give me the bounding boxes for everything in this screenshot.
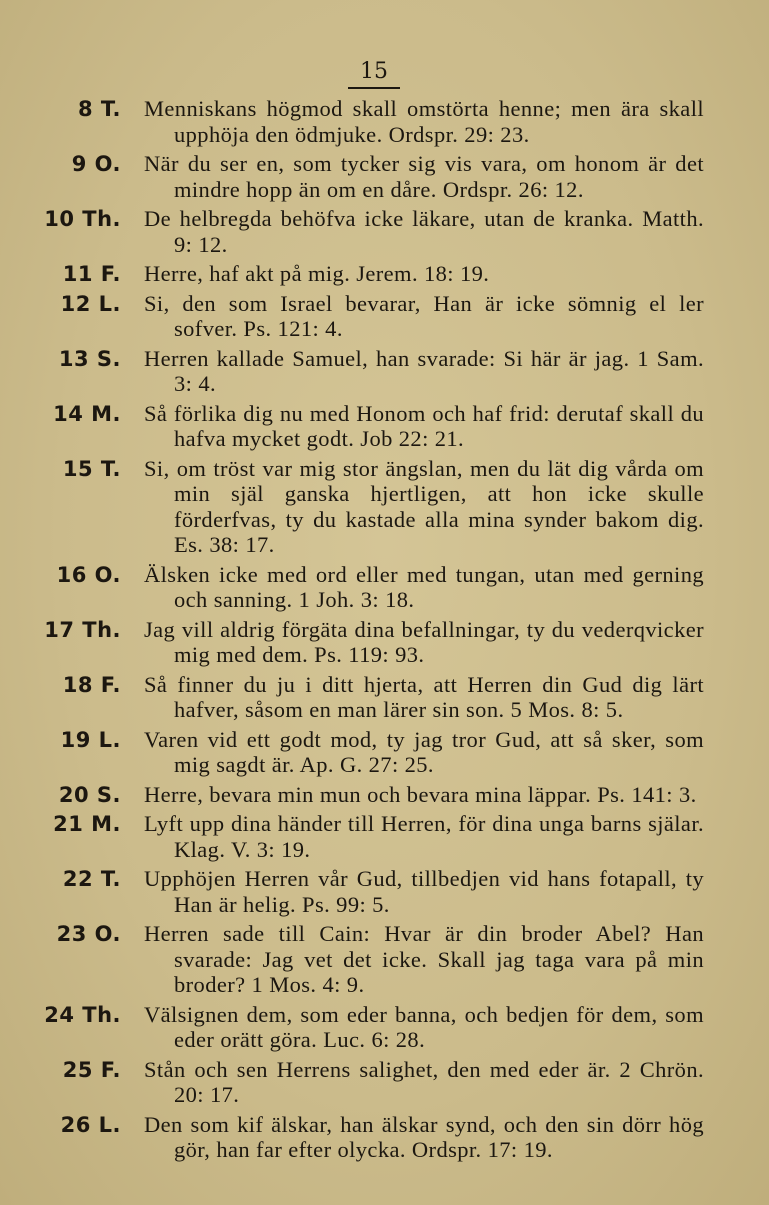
entry-verse: Jag vill aldrig förgäta dina befallningar, ty du vederqvicker mig med dem. Ps. 119: 93. <box>144 616 704 667</box>
list-item <box>0 206 769 257</box>
entry-date: 15 T. <box>62 456 121 481</box>
entry-date: 16 O. <box>56 562 121 587</box>
list-item <box>0 727 769 778</box>
list-item <box>0 782 769 808</box>
entry-verse: Herre, bevara min mun och bevara mina läppar. Ps. 141: 3. <box>144 781 697 807</box>
daily-verse-list <box>0 96 769 1167</box>
entry-verse: Menniskans högmod skall omstörta henne; men ära skall upphöja den ödmjuke. Ordspr. 29: 23. <box>144 96 704 147</box>
entry-verse: Så förlika dig nu med Honom och haf frid: derutaf skall du hafva mycket godt. Job 22: 21. <box>144 400 704 451</box>
list-item <box>0 1057 769 1108</box>
entry-date: 18 F. <box>62 672 121 697</box>
entry-date: 10 Th. <box>44 207 121 231</box>
entry-date: 11 F. <box>62 262 121 286</box>
entry-verse: Si, om tröst var mig stor ängslan, men du lät dig vårda om min själ ganska hjertligen, att hon icke skulle förderfvas, ty du kastade alla mina synder bakom dig. Es. 38: 17. <box>144 455 704 557</box>
entry-date: 17 Th. <box>44 617 121 642</box>
entry-date: 23 O. <box>56 922 121 946</box>
list-item <box>0 346 769 397</box>
entry-date: 9 O. <box>71 152 121 176</box>
entry-date: 13 S. <box>58 346 121 371</box>
list-item <box>0 811 769 862</box>
entry-verse: Stån och sen Herrens salighet, den med eder är. 2 Chrön. 20: 17. <box>144 1056 704 1107</box>
entry-verse: Den som kif älskar, han älskar synd, och den sin dörr hög gör, han far efter olycka. Ordspr. 17: 19. <box>144 1111 704 1162</box>
list-item <box>0 151 769 202</box>
list-item <box>0 1002 769 1053</box>
entry-date: 26 L. <box>60 1112 121 1137</box>
entry-date: 12 L. <box>60 291 121 316</box>
list-item <box>0 456 769 558</box>
list-item <box>0 1112 769 1163</box>
list-item <box>0 261 769 287</box>
page-number: 15 <box>348 58 400 89</box>
list-item <box>0 96 769 147</box>
entry-verse: Lyft upp dina händer till Herren, för dina unga barns själar. Klag. V. 3: 19. <box>144 811 704 862</box>
entry-date: 24 Th. <box>44 1002 121 1027</box>
entry-date: 20 S. <box>58 782 121 807</box>
entry-date: 8 T. <box>77 97 121 121</box>
entry-verse: Så finner du ju i ditt hjerta, att Herren din Gud dig lärt hafver, såsom en man lärer sin son. 5 Mos. 8: 5. <box>144 671 704 722</box>
list-item <box>0 672 769 723</box>
entry-verse: Herre, haf akt på mig. Jerem. 18: 19. <box>144 261 490 286</box>
entry-verse: De helbregda behöfva icke läkare, utan de kranka. Matth. 9: 12. <box>144 206 704 257</box>
entry-verse: Herren kallade Samuel, han svarade: Si här är jag. 1 Sam. 3: 4. <box>144 345 704 396</box>
list-item <box>0 921 769 998</box>
entry-verse: När du ser en, som tycker sig vis vara, om honom är det mindre hopp än om en dåre. Ordspr. 26: 12. <box>144 151 704 202</box>
entry-date: 22 T. <box>62 867 121 891</box>
entry-verse: Varen vid ett godt mod, ty jag tror Gud, att så sker, som mig sagdt är. Ap. G. 27: 25. <box>144 726 704 777</box>
entry-verse: Herren sade till Cain: Hvar är din broder Abel? Han svarade: Jag vet det icke. Skall jag taga vara på min broder? 1 Mos. 4: 9. <box>144 921 704 997</box>
list-item <box>0 562 769 613</box>
list-item <box>0 291 769 342</box>
entry-verse: Si, den som Israel bevarar, Han är icke sömnig el ler sofver. Ps. 121: 4. <box>144 290 704 341</box>
entry-date: 19 L. <box>60 727 121 752</box>
list-item <box>0 866 769 917</box>
entry-date: 25 F. <box>62 1057 121 1082</box>
entry-verse: Upphöjen Herren vår Gud, tillbedjen vid hans fotapall, ty Han är helig. Ps. 99: 5. <box>144 866 704 917</box>
entry-verse: Älsken icke med ord eller med tungan, utan med gerning och sanning. 1 Joh. 3: 18. <box>144 561 704 612</box>
entry-date: 21 M. <box>53 812 121 836</box>
list-item <box>0 617 769 668</box>
entry-verse: Välsignen dem, som eder banna, och bedjen för dem, som eder orätt göra. Luc. 6: 28. <box>144 1001 704 1052</box>
list-item <box>0 401 769 452</box>
entry-date: 14 M. <box>53 401 121 426</box>
